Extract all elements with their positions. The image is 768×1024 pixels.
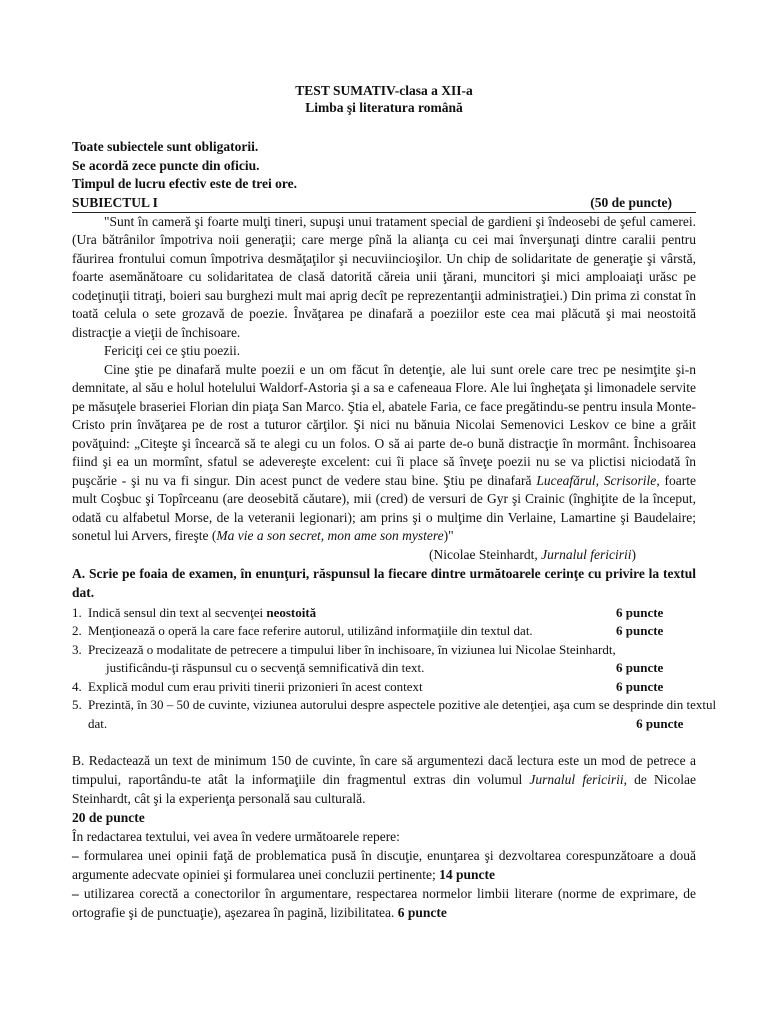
excerpt-paragraph: [72, 361, 696, 546]
excerpt-part: )": [443, 528, 454, 543]
instruction-line: Toate subiectele sunt obligatorii.: [72, 139, 259, 154]
test-title: TEST SUMATIV-clasa a XII-a: [295, 83, 473, 98]
question-item: [72, 622, 696, 641]
question-points: 6 puncte: [636, 715, 684, 731]
criterion-dash: –: [72, 848, 79, 863]
question-number: 1.: [72, 604, 82, 620]
question-keyword: neostoită: [266, 604, 317, 620]
question-text-continued: dat.: [88, 715, 108, 731]
citation-author: (Nicolae Steinhardt,: [429, 546, 542, 562]
question-item: [72, 604, 696, 623]
question-item: [72, 641, 696, 678]
section-b-task: [72, 751, 696, 808]
question-number: 2.: [72, 623, 82, 638]
question-text: Precizează o modalitate de petrecere a timpului liber în inchisoare, în viziunea lui Nicolae Steinhardt,: [88, 641, 616, 657]
section-b: [72, 751, 696, 922]
question-list: [72, 604, 717, 734]
question-number: 5.: [72, 697, 82, 712]
criterion-text: utilizarea corectă a conectorilor în argumentare, respectarea normelor limbii literare (norme de exprimare, de ortografie şi de punctuaţie), aşezarea în pagină, lizibilitatea.: [72, 886, 696, 920]
section-b-text: B. Redactează un text de minimum 150 de cuvinte, în care să argumentezi dacă lectura este un mod de petrece a timpului, raportându-te atât la informaţiile din fragmentul extras din volumul: [72, 753, 696, 787]
subject-points: (50 de puncte): [590, 194, 672, 210]
instruction-line: Timpul de lucru efectiv este de trei ore.: [72, 176, 297, 191]
works-title: Luceafărul, Scrisorile: [536, 472, 657, 488]
question-points: 6 puncte: [616, 678, 664, 694]
section-b-text: , de Nicolae Steinhardt, cât şi la experienţa personală sau culturală.: [72, 772, 697, 806]
question-points: 6 puncte: [616, 623, 664, 638]
excerpt-part: , foarte mult Coşbuc şi Topîrceanu (are deosebită căutare), mii (cred) de versuri de Gyr şi Crainic (înghiţite de la început, odată cu alfabetul Morse, de la veteranii legionari); am prins şi o mulţime din Verlaine, Lamartine şi Baudelaire; sonetul lui Arvers, fireşte (: [72, 472, 696, 543]
question-text: Prezintă, în 30 – 50 de cuvinte, viziunea autorului despre aspectele pozitive ale detenţiei, aşa cum se desprinde din textul: [88, 697, 717, 712]
subject-label: SUBIECTUL I: [72, 194, 158, 210]
criterion-points: 14 puncte: [439, 867, 495, 882]
instruction-line: Se acordă zece puncte din oficiu.: [72, 157, 260, 173]
subject-heading: [72, 194, 696, 213]
section-b-book: Jurnalul fericirii: [529, 772, 624, 787]
criterion-1: [72, 846, 696, 884]
question-text-continued: justificându-ţi răspunsul cu o secvenţă semnificativă din text.: [106, 660, 425, 675]
section-b-guide: În redactarea textului, vei avea în vedere următoarele repere:: [72, 829, 400, 844]
question-text: Menţionează o operă la care face referire autorul, utilizând informaţiile din textul dat.: [88, 623, 533, 638]
question-number: 3.: [72, 641, 82, 657]
question-points: 6 puncte: [616, 660, 664, 675]
excerpt-paragraph: Fericiţi cei ce ştiu poezii.: [104, 343, 241, 358]
question-text: Explică modul cum erau priviti tinerii prizonieri în acest context: [88, 678, 423, 694]
citation-end: ): [631, 546, 636, 562]
source-citation: [72, 546, 696, 564]
question-number: 4.: [72, 678, 82, 694]
criterion-text: formularea unei opinii faţă de problematica pusă în discuţie, enunţarea şi dezvoltarea corespunzătoare a două argumente adecvate opiniei şi formularea unei concluzii pertinente;: [72, 848, 696, 882]
question-item: [72, 678, 696, 697]
requirement-a: A. Scrie pe foaia de examen, în enunţuri, răspunsul la fiecare dintre următoarele cerinţe cu privire la textul dat.: [72, 565, 696, 600]
criterion-points: 6 puncte: [397, 905, 447, 920]
criterion-dash: –: [72, 886, 79, 901]
question-item: [72, 696, 717, 733]
section-b-points: 20 de puncte: [72, 810, 145, 825]
instructions: [72, 138, 696, 194]
test-subtitle: Limba şi literatura română: [305, 100, 463, 115]
question-points: 6 puncte: [616, 604, 664, 620]
excerpt-text: [72, 213, 696, 546]
french-quote: Ma vie a son secret, mon ame son mystere: [216, 528, 444, 543]
criterion-2: [72, 884, 696, 922]
citation-book: Jurnalul fericirii: [541, 546, 632, 562]
question-text: Indică sensul din text al secvenţei: [88, 604, 267, 620]
excerpt-part: Cine ştie pe dinafară multe poezii e un om făcut în detenţie, ale lui sunt orele care trec pe nesimţite şi-n demnitate, al său e holul hotelului Waldorf-Astoria şi a sa e cafeneaua Flore. Ale lui îngheţata şi limonadele servite pe măsuţele braseriei Florian din piaţa San Marco. Ştia el, abatele Faria, ce face pregătindu-se pentru insula Monte-Cristo prin învăţarea pe de rost a tuturor cărţilor. Şi nici nu bănuia Nicolai Semenovici Leskov ce bine a grăit povăţuind: „Citeşte şi încearcă să te alegi cu un folos. O să ai parte de-o bună distracţie în mormânt. Închisoarea fiind şi ea un mormînt, sfatul se adevereşte excelent: cui îi place să înveţe poezii nu se va plictisi niciodată în puşcărie - şi nu va fi singur. Din acest punct de vedere stau bine. Ştiu pe dinafară: [72, 361, 696, 488]
excerpt-paragraph: "Sunt în cameră şi foarte mulţi tineri, supuşi unui tratament special de gardieni şi îndeosebi de şeful camerei. (Ura bătrânilor împotriva noii generaţii; care merge pînă la alianţa cu cei mai înverşunaţi dintre caralii pentru făurirea frontului comun împotriva desmăţaţilor şi necuviincioşilor. Un chip de solidaritate de generaţie şi vârstă, foarte asemănătoare cu solidaritatea de clasă datorită căreia unii ţărani, muncitori şi mici amploaiaţi urăsc pe codeţinuţii titraţi, boieri sau burghezi mult mai aprig decît pe reprezentanţii administraţiei.) Din prima zi constat în toată celula o sete grozavă de poezie. Învăţarea pe dinafară a poeziilor este cea mai plăcută şi mai neostoită distracţie a vieţii de închisoare.: [72, 213, 696, 340]
